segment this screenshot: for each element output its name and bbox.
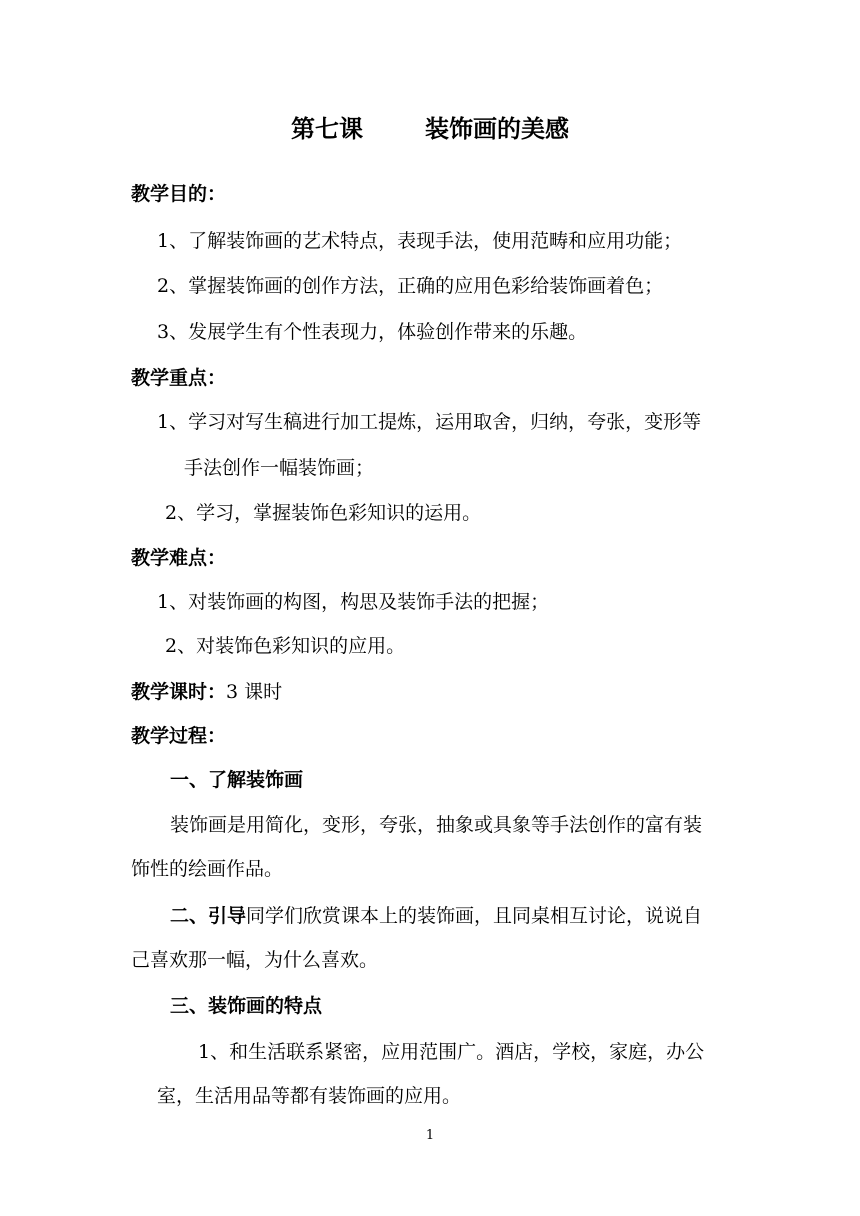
lesson-topic: 装饰画的美感 [425,115,569,143]
difficulty-item-1: 1、对装饰画的构图，构思及装饰手法的把握； [157,591,550,613]
section-1-heading: 一、了解装饰画 [170,769,304,791]
section-2-prefix: 二、 [170,905,209,927]
hours-value: 3 课时 [226,681,283,703]
key-point-item-2: 2、学习，掌握装饰色彩知识的运用。 [165,502,482,524]
key-points-heading: 教学重点： [131,367,227,389]
lesson-number: 第七课 [291,115,363,143]
objectives-heading: 教学目的： [131,183,227,205]
objective-item-3: 3、发展学生有个性表现力，体验创作带来的乐趣。 [157,321,588,343]
section-1-line-1: 装饰画是用简化，变形，夸张，抽象或具象等手法创作的富有装 [170,814,703,836]
section-3-heading: 三、装饰画的特点 [170,995,323,1017]
difficulty-item-2: 2、对装饰色彩知识的应用。 [165,635,406,657]
hours-line [131,680,282,704]
key-point-item-1-line-1: 1、学习对写生稿进行加工提炼，运用取舍，归纳，夸张，变形等 [157,411,702,433]
hours-heading: 教学课时： [131,681,227,703]
section-1-line-2: 饰性的绘画作品。 [131,858,284,880]
page-title [0,114,860,144]
key-point-item-1-line-2: 手法创作一幅装饰画； [184,457,375,479]
objective-item-1: 1、了解装饰画的艺术特点，表现手法，使用范畴和应用功能； [157,230,683,252]
section-2-text: 同学们欣赏课本上的装饰画，且同桌相互讨论，说说自 [246,905,703,927]
objective-item-2: 2、掌握装饰画的创作方法，正确的应用色彩给装饰画着色； [157,275,664,297]
section-2-bold-word: 引导 [208,905,247,927]
section-2-line-1 [170,904,702,928]
page-number: 1 [425,1128,435,1143]
difficulties-heading: 教学难点： [131,547,227,569]
section-2-line-2: 己喜欢那一幅，为什么喜欢。 [131,949,379,971]
process-heading: 教学过程： [131,725,227,747]
section-3-line-1: 1、和生活联系紧密，应用范围广。酒店，学校，家庭，办公 [198,1041,705,1063]
section-3-line-2: 室，生活用品等都有装饰画的应用。 [157,1085,462,1107]
